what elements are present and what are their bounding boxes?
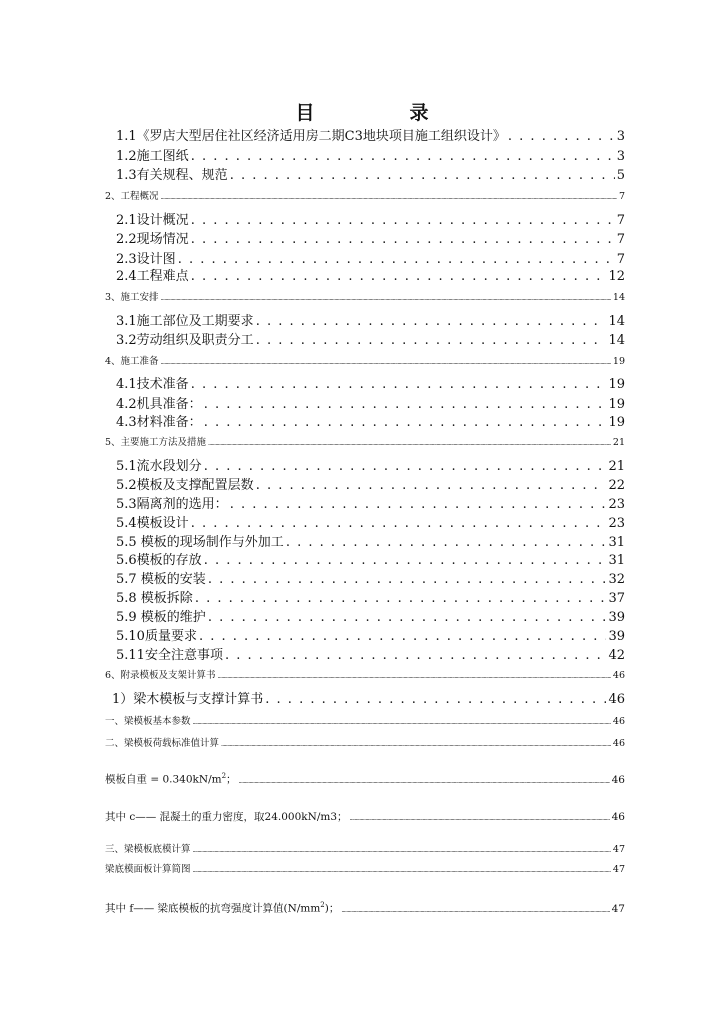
toc-entry[interactable]: 5.4模板设计 . . . 23: [116, 514, 625, 534]
toc-entry[interactable]: 2.2现场情况 . . . 7: [116, 230, 625, 250]
toc-entry[interactable]: 5.9 模板的维护 . . . 39: [116, 608, 625, 628]
toc-entry[interactable]: 5.3隔离剂的选用： . . . 23: [116, 495, 625, 515]
toc-entry[interactable]: 3.1施工部位及工期要求 . . . 14: [116, 312, 625, 332]
page-title: 目 录: [295, 102, 467, 124]
toc-entry[interactable]: 二、梁模板荷载标准值计算 . . . 46: [105, 736, 625, 752]
toc-entry[interactable]: 三、梁模板底模计算 . . . 47: [105, 842, 625, 858]
toc-entry[interactable]: 2.1设计概况 . . . 7: [116, 211, 625, 231]
toc-entry[interactable]: 5.1流水段划分 . . . 21: [116, 457, 625, 477]
toc-entry[interactable]: 3、施工安排 . . . 14: [105, 290, 625, 306]
toc-entry[interactable]: 一、梁模板基本参数 . . . 46: [105, 714, 625, 730]
toc-entry[interactable]: 1）梁木模板与支撑计算书 . . . 46: [112, 690, 625, 710]
toc-entry[interactable]: 4.3材料准备： . . . 19: [116, 413, 625, 433]
toc-entry[interactable]: 5.5 模板的现场制作与外加工 . . . 31: [116, 533, 625, 553]
toc-entry[interactable]: 1.2施工图纸 . . . 3: [116, 147, 625, 167]
toc-entry[interactable]: 5.7 模板的安装 . . . 32: [116, 570, 625, 590]
toc-entry[interactable]: 5.11安全注意事项 . . . 42: [116, 646, 625, 666]
toc-entry[interactable]: 其中 f—— 梁底模板的抗弯强度计算值$(N/mm^2)$； . . . 47: [105, 896, 625, 914]
toc-entry[interactable]: 5.10质量要求 . . . 39: [116, 627, 625, 647]
toc-entry[interactable]: 4.2机具准备： . . . 19: [116, 395, 625, 415]
toc-entry[interactable]: 2、工程概况 . . . 7: [105, 189, 625, 205]
toc-entry[interactable]: 4、施工准备 . . . 19: [105, 354, 625, 370]
toc-entry[interactable]: 5、主要施工方法及措施 . . . 21: [105, 435, 625, 451]
toc-entry[interactable]: 5.8 模板拆除 . . . 37: [116, 589, 625, 609]
toc-entry[interactable]: 2.4工程难点 . . . 12: [116, 267, 625, 287]
toc-entry[interactable]: 梁底模面板计算简图 . . . 47: [105, 862, 625, 878]
toc-entry[interactable]: 其中 c—— 混凝土的重力密度，取24.000kN/m3； . . . 46: [105, 808, 625, 826]
toc-entry[interactable]: 5.6模板的存放 . . . 31: [116, 551, 625, 571]
toc-entry[interactable]: 5.2模板及支撑配置层数 . . . 22: [116, 476, 625, 496]
toc-entry[interactable]: 2.3设计图 . . . 7: [116, 250, 625, 270]
toc-entry[interactable]: 1.3有关规程、规范 . . . 5: [116, 166, 625, 186]
toc-entry[interactable]: 6、附录模板及支架计算书 . . . 46: [105, 668, 625, 684]
toc-entry[interactable]: 4.1技术准备 . . . 19: [116, 375, 625, 395]
toc-entry[interactable]: 3.2劳动组织及职责分工 . . . 14: [116, 331, 625, 351]
toc-entry[interactable]: 模板自重 = $0.340kN/m^2$； . . . 46: [105, 767, 625, 785]
toc-entry[interactable]: 1.1《罗店大型居住社区经济适用房二期C3地块项目施工组织设计》 . . . 3: [116, 127, 625, 147]
